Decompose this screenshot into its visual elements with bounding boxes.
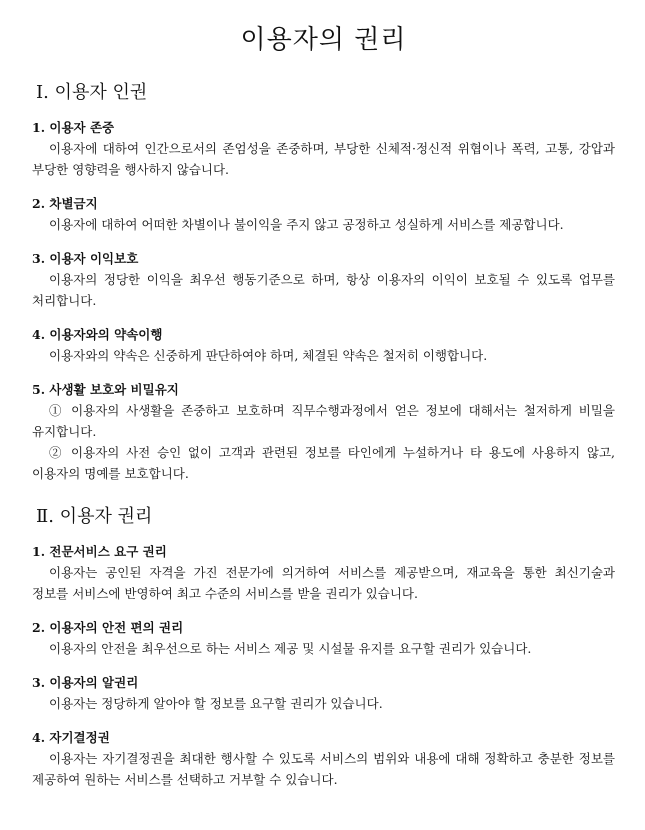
section-title: 1. 전문서비스 요구 권리: [32, 544, 167, 559]
section-paragraph: 이용자에 대하여 어떠한 차별이나 불이익을 주지 않고 공정하고 성실하게 서비스를 제공합니다.: [49, 217, 564, 232]
section-title: 3. 이용자 이익보호: [32, 251, 139, 266]
section-safety: [32, 618, 615, 659]
section-paragraph: ① 이용자의 사생활을 존중하고 보호하며 직무수행과정에서 얻은 정보에 대해서는 철저하게 비밀을 유지합니다.: [32, 403, 615, 439]
section-interest-protection: [32, 249, 615, 311]
section-privacy: [32, 380, 615, 484]
section-title: 3. 이용자의 알권리: [32, 675, 139, 690]
section-paragraph: 이용자와의 약속은 신중하게 판단하여야 하며, 체결된 약속은 철저히 이행합니다.: [49, 348, 488, 363]
section-paragraph: 이용자에 대하여 인간으로서의 존엄성을 존중하며, 부당한 신체적·정신적 위협이나 폭력, 고통, 강압과 부당한 영향력을 행사하지 않습니다.: [32, 141, 615, 177]
part-heading-human-rights: Ⅰ. 이용자 인권: [36, 82, 148, 103]
section-professional-service: [32, 542, 615, 604]
section-paragraph: 이용자는 자기결정권을 최대한 행사할 수 있도록 서비스의 범위와 내용에 대해 정확하고 충분한 정보를 제공하여 원하는 서비스를 선택하고 거부할 수 있습니다.: [32, 751, 615, 787]
section-paragraph: ② 이용자의 사전 승인 없이 고객과 관련된 정보를 타인에게 누설하거나 타 용도에 사용하지 않고, 이용자의 명예를 보호합니다.: [32, 445, 615, 481]
section-title: 2. 차별금지: [32, 196, 98, 211]
section-title: 4. 이용자와의 약속이행: [32, 327, 163, 342]
document-title: 이용자의 권리: [240, 25, 407, 55]
part-heading-user-rights: Ⅱ. 이용자 권리: [36, 506, 153, 527]
section-paragraph: 이용자의 안전을 최우선으로 하는 서비스 제공 및 시설물 유지를 요구할 권리가 있습니다.: [49, 641, 532, 656]
section-promise-keeping: [32, 325, 615, 366]
section-title: 5. 사생활 보호와 비밀유지: [32, 382, 179, 397]
section-title: 4. 자기결정권: [32, 730, 110, 745]
section-self-determination: [32, 728, 615, 790]
section-right-to-know: [32, 673, 615, 714]
section-non-discrimination: [32, 194, 615, 235]
section-paragraph: 이용자는 공인된 자격을 가진 전문가에 의거하여 서비스를 제공받으며, 재교육을 통한 최신기술과 정보를 서비스에 반영하여 최고 수준의 서비스를 받을 권리가 있습니다.: [32, 565, 615, 601]
section-title: 1. 이용자 존중: [32, 120, 115, 135]
section-respect: [32, 118, 615, 180]
section-paragraph: 이용자는 정당하게 알아야 할 정보를 요구할 권리가 있습니다.: [49, 696, 383, 711]
section-paragraph: 이용자의 정당한 이익을 최우선 행동기준으로 하며, 항상 이용자의 이익이 보호될 수 있도록 업무를 처리합니다.: [32, 272, 615, 308]
section-title: 2. 이용자의 안전 편의 권리: [32, 620, 184, 635]
